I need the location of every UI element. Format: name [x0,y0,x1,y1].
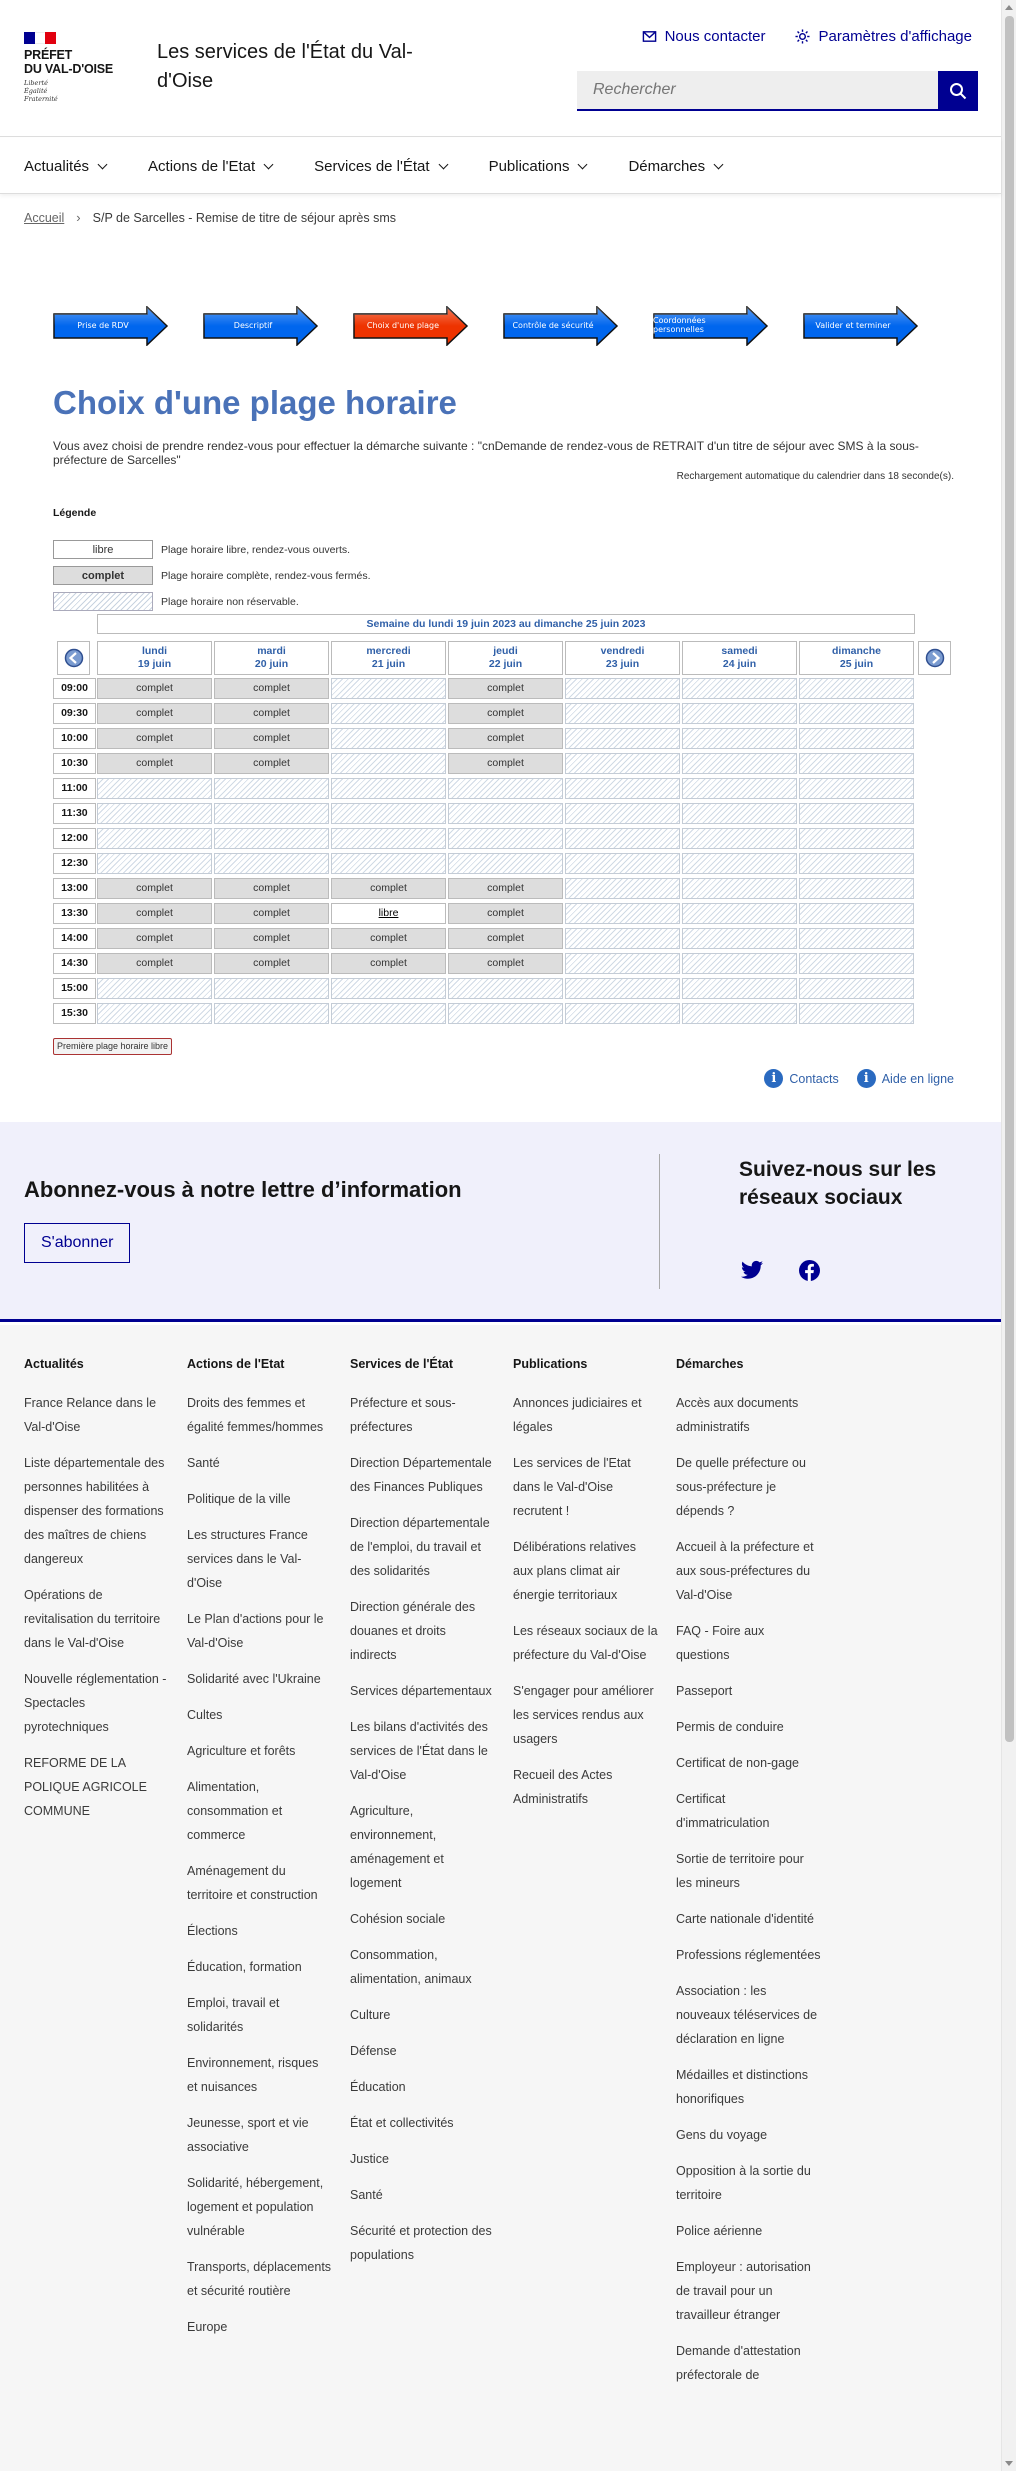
slot-complet: complet [214,753,329,774]
footer-link[interactable]: Emploi, travail et solidarités [187,1996,280,2034]
footer-link[interactable]: Préfecture et sous-préfectures [350,1396,456,1434]
step-4 [503,306,617,344]
time-label: 11:30 [53,803,96,824]
step-label: Choix d'une plage [366,320,440,330]
slot-unavailable [565,828,680,849]
footer-link[interactable]: Direction départementale de l'emploi, du travail et des solidarités [350,1516,490,1578]
footer-col-title: Services de l'État [350,1357,454,1371]
footer-link[interactable]: Opposition à la sortie du territoire [676,2164,811,2202]
day-name: dimanche [831,645,881,657]
slot-unavailable [448,828,563,849]
slot-unavailable [448,853,563,874]
page-title: Choix d'une plage horaire [53,384,457,421]
slot-unavailable [799,853,914,874]
step-label: Prise de RDV [77,320,129,330]
slot-complet: complet [448,928,563,949]
slot-unavailable [331,778,446,799]
slot-complet: complet [448,753,563,774]
scrollbar[interactable] [1001,0,1016,2471]
footer-link[interactable]: Professions réglementées [676,1948,821,1962]
footer-link[interactable]: Médailles et distinctions honorifiques [676,2068,809,2106]
time-label: 09:30 [53,703,96,724]
footer-col-1 [24,1357,169,1835]
step-label: Descriptif [233,320,273,330]
slot-unavailable [799,828,914,849]
slot-unavailable [799,803,914,824]
footer-link[interactable]: Demande d'attestation préfectorale de [676,2344,801,2382]
step-1 [53,306,167,344]
day-date: 25 juin [839,658,874,670]
slot-complet: complet [97,753,212,774]
legend-libre [53,540,350,559]
footer-link[interactable]: Cultes [187,1708,223,1722]
footer-link[interactable]: État et collectivités [350,2116,454,2130]
nav-publications[interactable]: Publications [489,158,587,175]
next-arrow-icon [925,648,945,668]
day-name: mercredi [366,645,411,657]
slot-unavailable [799,1003,914,1024]
footer-link[interactable]: Sortie de territoire pour les mineurs [676,1852,804,1890]
footer-link[interactable]: Éducation, formation [187,1960,302,1974]
slot-complet: complet [331,953,446,974]
slot-unavailable [448,778,563,799]
footer-col-5 [676,1357,821,2399]
display-settings-label: Paramètres d'affichage [818,28,972,45]
slot-unavailable [799,978,914,999]
social-title: Suivez-nous sur les réseaux sociaux [739,1158,937,1209]
footer-link[interactable]: S'engager pour améliorer les services rendus aux usagers [513,1684,654,1746]
slot-unavailable [682,1003,797,1024]
footer-link[interactable]: Agriculture et forêts [187,1744,296,1758]
slot-unavailable [214,803,329,824]
slot-unavailable [214,778,329,799]
footer-link[interactable]: Les bilans d'activités des services de l'État dans le Val-d'Oise [350,1720,488,1782]
slot-complet: complet [448,953,563,974]
slot-complet: complet [97,678,212,699]
slot-complet: complet [448,903,563,924]
footer-link[interactable]: Santé [350,2188,383,2202]
time-label: 10:00 [53,728,96,749]
first-free-slot-button[interactable]: Première plage horaire libre [53,1038,172,1055]
newsletter-section [0,1122,1001,1322]
display-settings-link[interactable] [795,28,972,45]
contacts-link[interactable] [764,1069,838,1088]
slot-unavailable [565,703,680,724]
slot-unavailable [214,828,329,849]
motto-fraternite: Fraternité [24,95,58,103]
footer-link[interactable]: Sécurité et protection des populations [350,2224,492,2262]
footer-link[interactable]: Direction générale des douanes et droits indirects [350,1600,476,1662]
step-label: Valider et terminer [815,320,891,330]
footer-col-3 [350,1357,495,2279]
slot-unavailable [565,953,680,974]
slot-unavailable [331,1003,446,1024]
day-header-jeudi [448,641,563,675]
slot-unavailable [799,878,914,899]
slot-complet: complet [97,928,212,949]
step-5 [653,306,767,344]
footer-link[interactable]: France Relance dans le Val-d'Oise [24,1396,157,1434]
day-header-vendredi [565,641,680,675]
step-2 [203,306,317,344]
breadcrumb-home[interactable]: Accueil [24,210,65,225]
slot-unavailable [682,803,797,824]
slot-unavailable [331,703,446,724]
footer-col-title: Démarches [676,1357,744,1371]
footer-link[interactable]: Jeunesse, sport et vie associative [187,2116,309,2154]
slot-unavailable [331,728,446,749]
footer-link[interactable]: Défense [350,2044,397,2058]
contact-label: Nous contacter [664,28,766,45]
legend-none-box [53,592,153,611]
slot-unavailable [682,828,797,849]
slot-unavailable [214,1003,329,1024]
slot-unavailable [799,903,914,924]
footer-link[interactable]: Accès aux documents administratifs [676,1396,799,1434]
footer-link[interactable]: Gens du voyage [676,2128,768,2142]
legend-complet-text: Plage horaire complète, rendez-vous fermés. [161,569,371,582]
slot-complet: complet [214,678,329,699]
slot-complet: complet [97,953,212,974]
prev-arrow-icon [64,648,84,668]
week-title: Semaine du lundi 19 juin 2023 au dimanche 25 juin 2023 [97,614,915,634]
legend-complet-box: complet [53,566,153,585]
slot-complet: complet [214,878,329,899]
slot-unavailable [565,778,680,799]
progress-steps [53,306,933,346]
footer-link[interactable]: Solidarité, hébergement, logement et population vulnérable [187,2176,324,2238]
footer-col-title: Publications [513,1357,588,1371]
day-name: vendredi [600,645,645,657]
slot-unavailable [682,903,797,924]
slot-unavailable [97,828,212,849]
search-button[interactable] [938,71,978,111]
slot-complet: complet [97,703,212,724]
footer-link[interactable]: Employeur : autorisation de travail pour un travailleur étranger [676,2260,811,2322]
day-header-lundi [97,641,212,675]
footer-link[interactable]: Direction Départementale des Finances Publiques [350,1456,492,1494]
slot-unavailable [799,728,914,749]
footer-link[interactable]: Carte nationale d'identité [676,1912,814,1926]
footer-link[interactable]: Association : les nouveaux téléservices de déclaration en ligne [676,1984,818,2046]
slot-unavailable [214,853,329,874]
slot-complet: complet [448,678,563,699]
next-week-button[interactable] [918,641,951,675]
footer-link[interactable]: Solidarité avec l'Ukraine [187,1672,321,1686]
prev-week-button[interactable] [57,641,90,675]
twitter-icon[interactable] [741,1260,763,1280]
time-label: 15:00 [53,978,96,999]
slot-unavailable [799,678,914,699]
footer-link[interactable]: Liste départementale des personnes habilitées à dispenser des formations des maîtres de chiens dangereux [24,1456,165,1566]
footer-link[interactable]: Politique de la ville [187,1492,291,1506]
footer-link[interactable]: Environnement, risques et nuisances [187,2056,319,2094]
legend-none [53,592,299,611]
slot-unavailable [682,978,797,999]
day-date: 19 juin [137,658,172,670]
day-date: 23 juin [605,658,640,670]
footer-link[interactable]: Culture [350,2008,391,2022]
mail-icon [642,29,657,44]
time-label: 13:00 [53,878,96,899]
french-flag-icon [24,32,56,44]
footer-link[interactable]: Nouvelle réglementation - Spectacles pyrotechniques [24,1672,167,1734]
search-bar [577,71,978,111]
slot-unavailable [448,978,563,999]
slot-complet: complet [97,903,212,924]
footer-col-2 [187,1357,332,2351]
footer-link[interactable]: Recueil des Actes Administratifs [513,1768,613,1806]
slot-unavailable [331,853,446,874]
slot-complet: complet [214,728,329,749]
online-help-link[interactable] [857,1069,954,1088]
footer-link[interactable]: Le Plan d'actions pour le Val-d'Oise [187,1612,324,1650]
slot-unavailable [682,953,797,974]
slot-unavailable [97,853,212,874]
footer-link[interactable]: Certificat de non-gage [676,1756,799,1770]
legend-libre-box: libre [53,540,153,559]
day-name: jeudi [493,645,518,657]
footer-col-4 [513,1357,658,1823]
nav-demarches[interactable]: Démarches [628,158,722,175]
step-3 [353,306,467,344]
slot-unavailable [331,978,446,999]
day-name: lundi [141,645,168,657]
slot-complet: complet [448,703,563,724]
nav-services-etat[interactable]: Services de l'État [314,158,446,175]
day-header-samedi [682,641,797,675]
slot-unavailable [682,928,797,949]
slot-complet: complet [214,703,329,724]
time-label: 11:00 [53,778,96,799]
legend-libre-text: Plage horaire libre, rendez-vous ouverts. [161,543,351,556]
slot-unavailable [799,753,914,774]
site-name[interactable]: Les services de l'État du Val-d'Oise [157,41,413,92]
sun-icon [795,29,810,44]
info-icon: i [857,1069,876,1088]
slot-unavailable [799,953,914,974]
step-6 [803,306,917,344]
slot-unavailable [565,853,680,874]
footer-link[interactable]: Aménagement du territoire et construction [187,1864,318,1902]
info-icon: i [764,1069,783,1088]
legend-complet [53,566,371,585]
footer-link[interactable]: De quelle préfecture ou sous-préfecture je dépends ? [676,1456,806,1518]
slot-complet: complet [97,728,212,749]
search-input[interactable] [577,71,938,111]
slot-unavailable [331,678,446,699]
footer-link[interactable]: Justice [350,2152,389,2166]
slot-unavailable [331,828,446,849]
slot-unavailable [565,728,680,749]
motto-egalite: Égalité [24,87,48,95]
footer-link[interactable]: Europe [187,2320,228,2334]
footer-link[interactable]: Consommation, alimentation, animaux [350,1948,472,1986]
day-header-mardi [214,641,329,675]
slot-unavailable [565,753,680,774]
footer-col-title: Actualités [24,1357,84,1371]
slot-libre[interactable]: libre [331,903,446,924]
footer-link[interactable]: Permis de conduire [676,1720,784,1734]
footer-link[interactable]: Éducation [350,2080,406,2094]
header [0,0,1001,137]
slot-complet: complet [214,953,329,974]
day-header-dimanche [799,641,914,675]
online-help-label: Aide en ligne [881,1071,954,1086]
slot-unavailable [331,753,446,774]
slot-unavailable [565,678,680,699]
footer-link[interactable]: REFORME DE LA POLIQUE AGRICOLE COMMUNE [24,1756,147,1818]
time-label: 12:30 [53,853,96,874]
footer-link[interactable]: Transports, déplacements et sécurité routière [187,2260,332,2298]
contacts-label: Contacts [789,1071,839,1086]
footer-link[interactable]: Élections [187,1924,238,1938]
slot-unavailable [565,978,680,999]
footer-link[interactable]: Services départementaux [350,1684,492,1698]
slot-complet: complet [97,878,212,899]
main-nav [0,138,1001,194]
footer-link[interactable]: Les services de l'Etat dans le Val-d'Oise recrutent ! [513,1456,631,1518]
slot-unavailable [565,1003,680,1024]
slot-unavailable [682,778,797,799]
slot-unavailable [799,703,914,724]
footer-link[interactable]: FAQ - Foire aux questions [676,1624,765,1662]
marianne-logo[interactable] [24,32,120,103]
motto-liberte: Liberté [24,79,48,87]
day-date: 24 juin [722,658,757,670]
prefet-line-1: PRÉFET [24,48,73,62]
footer-link[interactable]: Opérations de revitalisation du territoire dans le Val-d'Oise [24,1588,161,1650]
slot-unavailable [682,728,797,749]
slot-unavailable [565,903,680,924]
contact-link[interactable] [642,28,766,45]
slot-complet: complet [331,878,446,899]
reload-notice: Rechargement automatique du calendrier dans 18 seconde(s). [676,471,954,482]
time-label: 09:00 [53,678,96,699]
footer-link[interactable]: Alimentation, consommation et commerce [187,1780,283,1842]
breadcrumb [24,210,396,225]
slot-unavailable [214,978,329,999]
slot-unavailable [682,753,797,774]
slot-unavailable [565,878,680,899]
footer-link[interactable]: Santé [187,1456,220,1470]
nav-actions-etat[interactable]: Actions de l'Etat [148,158,272,175]
day-header-mercredi [331,641,446,675]
slot-complet: complet [448,878,563,899]
slot-unavailable [448,1003,563,1024]
slot-unavailable [682,678,797,699]
day-date: 22 juin [488,658,523,670]
slot-complet: complet [448,728,563,749]
footer-link[interactable]: Annonces judiciaires et légales [513,1396,642,1434]
time-label: 14:30 [53,953,96,974]
nav-actualites[interactable]: Actualités [24,158,106,175]
footer-link[interactable]: Police aérienne [676,2224,763,2238]
time-label: 13:30 [53,903,96,924]
time-label: 15:30 [53,1003,96,1024]
intro-text: Vous avez choisi de prendre rendez-vous pour effectuer la démarche suivante : "cnDemande de rendez-vous de RETRAIT d'un titre de séjour avec SMS à la sous-préfecture de Sarcelles" [53,439,919,467]
day-name: samedi [721,645,758,657]
slot-unavailable [682,878,797,899]
search-icon [949,82,967,100]
footer-link[interactable]: Agriculture, environnement, aménagement et logement [350,1804,444,1890]
slot-unavailable [682,853,797,874]
facebook-icon[interactable] [799,1260,820,1281]
slot-complet: complet [331,928,446,949]
prefet-line-2: DU VAL-D'OISE [24,62,114,76]
footer-link[interactable]: Cohésion sociale [350,1912,446,1926]
slot-unavailable [97,803,212,824]
step-label: Contrôle de sécurité [512,320,594,330]
slot-unavailable [682,703,797,724]
slot-complet: complet [214,903,329,924]
subscribe-button[interactable]: S'abonner [24,1223,130,1263]
footer-link[interactable]: Les structures France services dans le Val-d'Oise [187,1528,308,1590]
footer-link[interactable]: Passeport [676,1684,733,1698]
slot-complet: complet [214,928,329,949]
slot-unavailable [799,778,914,799]
slot-unavailable [565,928,680,949]
day-date: 20 juin [254,658,289,670]
chevron-right-icon: › [76,210,81,225]
breadcrumb-current: S/P de Sarcelles - Remise de titre de séjour après sms [92,210,397,225]
footer-col-title: Actions de l'Etat [187,1357,285,1371]
divider [659,1154,660,1289]
slot-unavailable [97,1003,212,1024]
footer-link[interactable]: Accueil à la préfecture et aux sous-préfectures du Val-d'Oise [676,1540,814,1602]
step-label: Coordonnées personnelles [653,316,706,334]
time-label: 10:30 [53,753,96,774]
legend-title: Légende [53,507,97,519]
time-label: 12:00 [53,828,96,849]
footer-link[interactable]: Certificat d'immatriculation [676,1792,770,1830]
slot-unavailable [97,978,212,999]
slot-unavailable [331,803,446,824]
legend-none-text: Plage horaire non réservable. [161,595,299,608]
footer-link[interactable]: Les réseaux sociaux de la préfecture du Val-d'Oise [513,1624,658,1662]
footer-link[interactable]: Délibérations relatives aux plans climat air énergie territoriaux [513,1540,636,1602]
footer-link[interactable]: Droits des femmes et égalité femmes/hommes [187,1396,324,1434]
time-label: 14:00 [53,928,96,949]
slot-unavailable [448,803,563,824]
day-name: mardi [257,645,286,657]
slot-unavailable [97,778,212,799]
newsletter-title: Abonnez-vous à notre lettre d’information [24,1177,462,1202]
footer-sitemap [0,1325,1001,2471]
slot-unavailable [799,928,914,949]
day-date: 21 juin [371,658,406,670]
slot-unavailable [565,803,680,824]
